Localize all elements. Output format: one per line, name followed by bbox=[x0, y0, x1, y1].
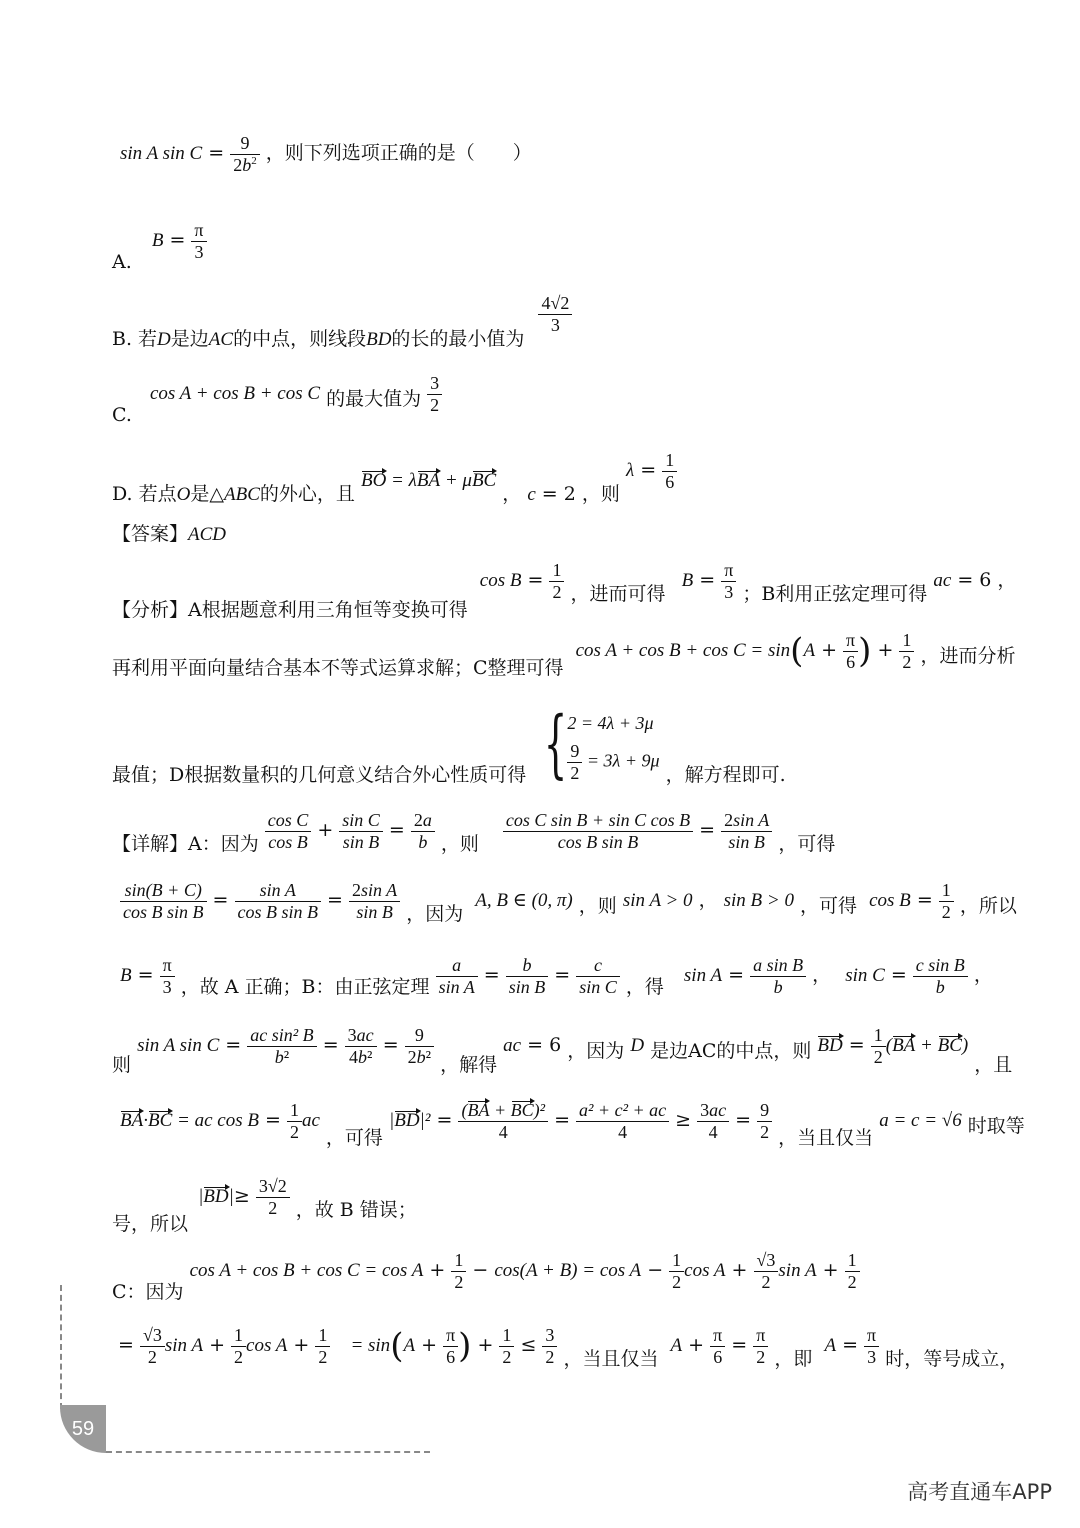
analysis-line-3: 最值；D根据数量积的几何意义结合外心性质可得 {2 = 4λ + 3μ $\frac{9}{2}$ = 3λ + 9μ ，解方程即可. bbox=[112, 701, 786, 788]
option-a: A. B = $\frac{\pi}{3}$ bbox=[112, 220, 207, 262]
detail-line-7: C：因为 cos A + cos B + cos C = cos A + $\frac{1}{2}$ − cos(A + B) = cos A − $\frac{1}{2}$ cos A + $\frac{√3}{2}$ sin A + $\frac{1}{2}$ bbox=[112, 1250, 860, 1292]
answer-label: 【答案】 bbox=[112, 523, 189, 545]
detail-line-5: BA·BC = ac cos B = $\frac{1}{2}$ ac ，可得 |BD|² = $\frac{\text{(BA + BC)²}}{4}$ = $\frac{\text{a² + c² + ac}}{4}$ ≥ $\frac{3ac}{4}$ = $\frac{9}{2}$ ，当且仅当 a = c = √6 时取等 bbox=[120, 1100, 1025, 1150]
answer-line bbox=[112, 519, 226, 546]
question-stem: sin A sin C = $\frac{9}{2b^2}$ ，则下列选项正确的是（ ） bbox=[120, 133, 532, 175]
option-b: B. 若D是边AC的中点，则线段BD的长的最小值为 $\frac{4√2}{3}$ bbox=[112, 293, 572, 335]
page-number: 59 bbox=[60, 1405, 106, 1453]
page-frame-dashed-vertical bbox=[60, 1285, 62, 1409]
detail-line-6: 号，所以 |BD|≥ $\frac{3√2}{2}$ ，故 B 错误； bbox=[112, 1176, 417, 1236]
option-d: D. 若点O是△ABC的外心，且 BO = λBA + μBC ， c = 2 ，则 λ = $\frac{1}{6}$ bbox=[112, 450, 677, 492]
stem-suffix: ，则下列选项正确的是（ ） bbox=[265, 142, 532, 165]
analysis-line-1: 【分析】A根据题意利用三角恒等变换可得 cos B = $\frac{1}{2}$ ，进而可得 B = $\frac{\pi}{3}$ ；B利用正弦定理可得 ac = 6 ， bbox=[112, 560, 1017, 622]
watermark: 高考直通车APP bbox=[907, 1480, 1052, 1504]
option-c: C. cos A + cos B + cos C 的最大值为 $\frac{3}{2}$ bbox=[112, 373, 442, 415]
detail-line-2: $\frac{\sin(B + C)}{\text{cos B sin B}}$ = $\frac{\text{sin A}}{\text{cos B sin B}}$ = $\frac{\text{2sin A}}{\text{sin B}}$ ，因为 A, B ∈ (0, π) ，则 sin A > 0 ， sin B > 0 ，可得 cos B = $\frac{1}{2}$ ，所以 bbox=[120, 880, 1017, 922]
answer-value: ACD bbox=[188, 524, 227, 545]
detail-line-3: B = $\frac{\pi}{3}$ ，故 A 正确；B：由正弦定理 $\frac{a}{\text{sin A}}$ = $\frac{b}{\text{sin B}}$ = $\frac{c}{\text{sin C}}$ ，得 sin A = $\frac{\text{a sin B}}{b}$ ， sin C = $\frac{\text{c sin B}}{b}$ ， bbox=[120, 955, 993, 999]
analysis-line-2: 再利用平面向量结合基本不等式运算求解；C整理可得 cos A + cos B + cos C = sin(A + $\frac{\pi}{6}$ ) + $\frac{1}{2}$ ，进而分析 bbox=[112, 630, 1016, 680]
detail-line-8: = $\frac{√3}{2}$ sin A + $\frac{1}{2}$ cos A + $\frac{1}{2}$ = sin(A + $\frac{\pi}{6}$ ) + $\frac{1}{2}$ ≤ $\frac{3}{2}$ ，当且仅当 A + $\frac{\pi}{6}$ = $\frac{\pi}{2}$ ，即 A = $\frac{\pi}{3}$ 时，等号成立， bbox=[118, 1325, 1019, 1371]
detail-line-1: 【详解】A：因为 $\frac{\text{cos C}}{\text{cos B}}$ + $\frac{\text{sin C}}{\text{sin B}}$ = $\frac{2a}{b}$ ，则 $\frac{\text{cos C sin B + sin C cos B}}{\text{cos B sin B}}$ = $\frac{\text{2sin A}}{\text{sin B}}$ ，可得 bbox=[112, 810, 836, 856]
detail-line-4: 则 sin A sin C = $\frac{\text{ac sin² B}}{\text{b²}}$ = $\frac{3ac}{\text{4b²}}$ = $\frac{9}{\text{2b²}}$ ，解得 ac = 6 ，因为 D 是边AC的中点，则 BD = $\frac{1}{2}$ (BA + BC) ，且 bbox=[112, 1025, 1013, 1077]
page-frame-dashed-horizontal bbox=[106, 1451, 430, 1453]
